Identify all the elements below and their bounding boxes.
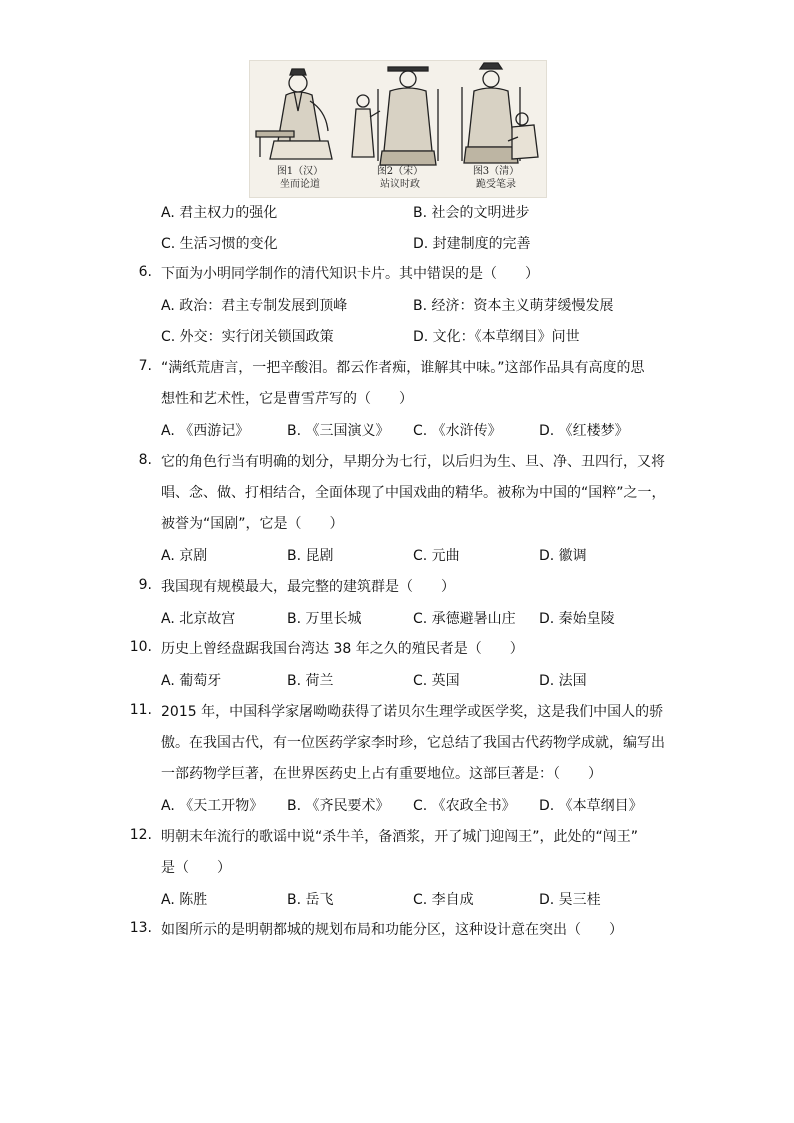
- panel-2-caption: [352, 165, 448, 191]
- q11-option-d: D. 《本草纲目》: [539, 798, 643, 814]
- q13-number: 13.: [129, 920, 152, 936]
- q7-option-c: C. 《水浒传》: [413, 423, 502, 439]
- q9-option-a: A. 北京故宫: [161, 611, 236, 627]
- historical-figure: [249, 60, 547, 198]
- panel-1-caption: [252, 165, 348, 191]
- q10-option-c: C. 英国: [413, 673, 460, 689]
- q6-option-c: C. 外交：实行闭关锁国政策: [161, 329, 334, 345]
- panel-1-drawing: [256, 69, 332, 159]
- q10-option-b: B. 荷兰: [287, 673, 334, 689]
- q10-option-d: D. 法国: [539, 673, 587, 689]
- q11-stem-line-2: 傲。在我国古代，有一位医药学家李时珍，它总结了我国古代药物学成就，编写出: [161, 735, 665, 751]
- q8-number: 8.: [138, 452, 152, 468]
- panel-3-text: 跪受笔录: [476, 179, 516, 190]
- q8-option-b: B. 昆剧: [287, 548, 334, 564]
- q6-option-d: D. 文化：《本草纲目》问世: [413, 329, 580, 345]
- q10-option-a: A. 葡萄牙: [161, 673, 222, 689]
- q12-option-a: A. 陈胜: [161, 892, 208, 908]
- q12-stem-line-2: 是（ ）: [161, 860, 231, 876]
- q13-stem-line-1: 如图所示的是明朝都城的规划布局和功能分区，这种设计意在突出（ ）: [161, 922, 623, 938]
- q10-number: 10.: [129, 639, 152, 655]
- q10-stem-line-1: 历史上曾经盘踞我国台湾达 38 年之久的殖民者是（ ）: [161, 641, 524, 657]
- q6-stem-line-1: 下面为小明同学制作的清代知识卡片。其中错误的是（ ）: [161, 266, 539, 282]
- panel-2-text: 站议时政: [380, 179, 420, 190]
- panel-1-label: 图1（汉）: [276, 166, 324, 177]
- q7-stem-line-1: “满纸荒唐言，一把辛酸泪。都云作者痴，谁解其中味。”这部作品具有高度的思: [161, 360, 645, 376]
- q11-stem-line-1: 2015 年，中国科学家屠呦呦获得了诺贝尔生理学或医学奖，这是我们中国人的骄: [161, 704, 664, 720]
- panel-1-text: 坐而论道: [280, 179, 320, 190]
- q9-option-c: C. 承德避暑山庄: [413, 611, 516, 627]
- q7-option-b: B. 《三国演义》: [287, 423, 390, 439]
- panel-3-label: 图3（清）: [472, 166, 520, 177]
- q5-option-a: A. 君主权力的强化: [161, 205, 278, 221]
- q11-option-b: B. 《齐民要术》: [287, 798, 390, 814]
- q7-option-a: A. 《西游记》: [161, 423, 250, 439]
- q11-option-c: C. 《农政全书》: [413, 798, 516, 814]
- q8-stem-line-2: 唱、念、做、打相结合，全面体现了中国戏曲的精华。被称为中国的“国粹”之一，: [161, 485, 666, 501]
- q5-option-c: C. 生活习惯的变化: [161, 236, 278, 252]
- q8-option-d: D. 徽调: [539, 548, 587, 564]
- q9-stem-line-1: 我国现有规模最大，最完整的建筑群是（ ）: [161, 579, 455, 595]
- q8-stem-line-3: 被誉为“国剧”，它是（ ）: [161, 516, 344, 532]
- q7-option-d: D. 《红楼梦》: [539, 423, 629, 439]
- q11-number: 11.: [129, 702, 152, 718]
- panel-3-caption: [448, 165, 544, 191]
- q12-option-b: B. 岳飞: [287, 892, 334, 908]
- q5-option-b: B. 社会的文明进步: [413, 205, 530, 221]
- q8-option-c: C. 元曲: [413, 548, 460, 564]
- q9-number: 9.: [138, 577, 152, 593]
- panel-2-label: 图2（宋）: [376, 166, 424, 177]
- q11-option-a: A. 《天工开物》: [161, 798, 264, 814]
- q12-option-d: D. 吴三桂: [539, 892, 601, 908]
- q6-option-b: B. 经济：资本主义萌芽缓慢发展: [413, 298, 614, 314]
- q8-stem-line-1: 它的角色行当有明确的划分，早期分为七行，以后归为生、旦、净、丑四行，又将: [161, 454, 665, 470]
- q12-number: 12.: [129, 827, 152, 843]
- panel-2-drawing: [352, 67, 438, 165]
- q12-option-c: C. 李自成: [413, 892, 474, 908]
- q7-stem-line-2: 想性和艺术性，它是曹雪芹写的（ ）: [161, 391, 413, 407]
- panel-3-drawing: [462, 63, 538, 163]
- q8-option-a: A. 京剧: [161, 548, 208, 564]
- q12-stem-line-1: 明朝末年流行的歌谣中说“杀牛羊，备酒浆，开了城门迎闯王”，此处的“闯王”: [161, 829, 639, 845]
- q6-option-a: A. 政治：君主专制发展到顶峰: [161, 298, 348, 314]
- q9-option-b: B. 万里长城: [287, 611, 362, 627]
- q11-stem-line-3: 一部药物学巨著，在世界医药史上占有重要地位。这部巨著是：（ ）: [161, 766, 602, 782]
- q6-number: 6.: [138, 264, 152, 280]
- q5-option-d: D. 封建制度的完善: [413, 236, 531, 252]
- q7-number: 7.: [138, 358, 152, 374]
- q9-option-d: D. 秦始皇陵: [539, 611, 615, 627]
